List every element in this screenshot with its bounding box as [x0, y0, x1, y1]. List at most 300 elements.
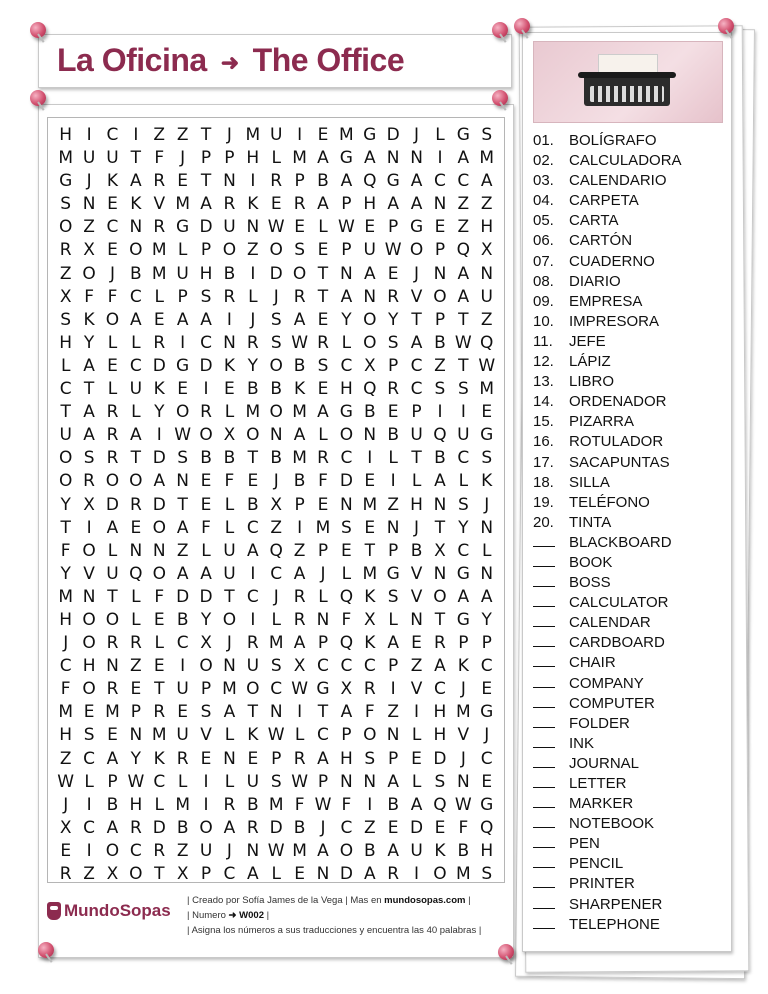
word-search-grid[interactable] [54, 124, 498, 886]
grid-cell[interactable]: O [82, 633, 96, 654]
grid-cell[interactable]: C [59, 379, 72, 400]
grid-cell[interactable]: R [387, 864, 400, 884]
grid-cell[interactable]: E [317, 240, 329, 261]
grid-cell[interactable]: O [363, 725, 377, 746]
grid-cell[interactable]: L [131, 609, 141, 630]
grid-cell[interactable]: T [317, 702, 329, 723]
grid-cell[interactable]: I [156, 425, 162, 446]
grid-cell[interactable]: H [59, 125, 73, 145]
grid-cell[interactable]: S [364, 748, 376, 769]
grid-cell[interactable]: E [177, 171, 189, 192]
grid-cell[interactable]: V [410, 586, 423, 607]
grid-cell[interactable]: V [153, 194, 166, 215]
grid-cell[interactable]: U [223, 217, 236, 238]
grid-cell[interactable]: I [250, 563, 256, 584]
grid-cell[interactable]: E [177, 702, 189, 723]
grid-cell[interactable]: G [176, 217, 190, 238]
grid-cell[interactable]: S [457, 379, 469, 400]
grid-cell[interactable]: X [59, 817, 72, 838]
grid-cell[interactable]: Z [176, 840, 189, 861]
grid-cell[interactable]: P [294, 494, 305, 515]
grid-cell[interactable]: U [176, 679, 189, 700]
grid-cell[interactable]: O [82, 609, 96, 630]
grid-cell[interactable]: H [433, 702, 447, 723]
grid-cell[interactable]: R [293, 286, 306, 307]
grid-cell[interactable]: B [363, 840, 376, 861]
grid-cell[interactable]: O [59, 448, 73, 469]
grid-cell[interactable]: L [224, 725, 235, 746]
grid-cell[interactable]: H [82, 656, 96, 677]
grid-cell[interactable]: T [130, 148, 142, 169]
grid-cell[interactable]: P [481, 633, 492, 654]
grid-cell[interactable]: I [250, 171, 256, 192]
grid-cell[interactable]: O [152, 517, 166, 538]
grid-cell[interactable]: O [292, 263, 307, 284]
grid-cell[interactable]: C [59, 656, 72, 677]
grid-cell[interactable]: P [200, 864, 212, 884]
grid-cell[interactable]: A [387, 194, 399, 215]
answer-blank[interactable] [533, 874, 555, 888]
grid-cell[interactable]: L [60, 355, 71, 376]
grid-cell[interactable]: Q [363, 379, 377, 400]
grid-cell[interactable]: C [410, 379, 423, 400]
grid-cell[interactable]: C [317, 725, 329, 746]
grid-cell[interactable]: Z [176, 540, 189, 561]
grid-cell[interactable]: O [222, 240, 237, 261]
grid-cell[interactable]: X [363, 609, 376, 630]
grid-cell[interactable]: E [364, 217, 376, 238]
grid-cell[interactable]: D [152, 494, 166, 515]
grid-cell[interactable]: N [433, 263, 447, 284]
grid-cell[interactable]: G [386, 171, 400, 192]
grid-cell[interactable]: P [341, 194, 352, 215]
grid-cell[interactable]: C [480, 748, 493, 769]
grid-cell[interactable]: A [340, 702, 353, 723]
grid-cell[interactable]: D [152, 355, 166, 376]
grid-cell[interactable]: A [130, 171, 142, 192]
grid-cell[interactable]: R [223, 286, 236, 307]
grid-cell[interactable]: J [63, 633, 69, 654]
grid-cell[interactable]: I [226, 309, 232, 330]
grid-cell[interactable]: J [460, 748, 466, 769]
grid-cell[interactable]: B [434, 332, 446, 353]
grid-cell[interactable]: V [200, 725, 212, 746]
grid-cell[interactable]: T [200, 171, 212, 192]
grid-cell[interactable]: C [223, 864, 236, 884]
grid-cell[interactable]: D [269, 263, 283, 284]
grid-cell[interactable]: R [293, 194, 306, 215]
grid-cell[interactable]: S [270, 332, 282, 353]
grid-cell[interactable]: T [364, 540, 375, 561]
grid-cell[interactable]: C [340, 448, 353, 469]
grid-cell[interactable]: K [481, 471, 493, 492]
grid-cell[interactable]: Y [247, 355, 259, 376]
grid-cell[interactable]: E [107, 240, 118, 261]
grid-cell[interactable]: A [200, 194, 212, 215]
grid-cell[interactable]: P [458, 633, 469, 654]
grid-cell[interactable]: S [200, 286, 212, 307]
grid-cell[interactable]: F [107, 286, 118, 307]
grid-cell[interactable]: R [129, 494, 142, 515]
grid-cell[interactable]: X [200, 633, 212, 654]
grid-cell[interactable]: Z [270, 517, 283, 538]
answer-blank[interactable] [533, 533, 555, 547]
grid-cell[interactable]: J [320, 563, 326, 584]
grid-cell[interactable]: P [224, 148, 235, 169]
grid-cell[interactable]: U [223, 563, 236, 584]
grid-cell[interactable]: R [106, 448, 119, 469]
grid-cell[interactable]: E [387, 263, 399, 284]
grid-cell[interactable]: M [456, 864, 471, 884]
grid-cell[interactable]: F [294, 794, 305, 815]
grid-cell[interactable]: R [363, 679, 376, 700]
grid-cell[interactable]: E [364, 471, 376, 492]
grid-cell[interactable]: P [411, 402, 422, 423]
grid-cell[interactable]: N [386, 148, 400, 169]
grid-cell[interactable]: J [250, 309, 256, 330]
grid-cell[interactable]: T [60, 517, 71, 538]
grid-cell[interactable]: R [153, 702, 166, 723]
grid-cell[interactable]: M [456, 702, 471, 723]
grid-cell[interactable]: L [248, 286, 258, 307]
grid-cell[interactable]: C [176, 633, 189, 654]
grid-cell[interactable]: T [83, 379, 95, 400]
grid-cell[interactable]: C [153, 771, 166, 792]
grid-cell[interactable]: J [109, 263, 115, 284]
grid-cell[interactable]: F [60, 679, 71, 700]
grid-cell[interactable]: Q [339, 633, 354, 654]
grid-cell[interactable]: A [457, 286, 470, 307]
grid-cell[interactable]: N [316, 864, 330, 884]
grid-cell[interactable]: N [340, 771, 353, 792]
grid-cell[interactable]: S [481, 125, 493, 145]
grid-cell[interactable]: C [106, 125, 119, 145]
grid-cell[interactable]: N [176, 471, 189, 492]
grid-cell[interactable]: V [410, 679, 423, 700]
grid-cell[interactable]: B [223, 448, 236, 469]
grid-cell[interactable]: A [410, 794, 423, 815]
grid-cell[interactable]: Z [387, 494, 399, 515]
grid-cell[interactable]: U [269, 125, 283, 145]
grid-cell[interactable]: Z [59, 748, 72, 769]
grid-cell[interactable]: L [201, 540, 211, 561]
grid-cell[interactable]: L [131, 402, 141, 423]
grid-cell[interactable]: N [340, 494, 353, 515]
grid-cell[interactable]: O [363, 309, 377, 330]
grid-cell[interactable]: B [270, 379, 283, 400]
grid-cell[interactable]: Y [200, 609, 212, 630]
grid-cell[interactable]: L [224, 771, 235, 792]
grid-cell[interactable]: P [434, 240, 446, 261]
grid-cell[interactable]: C [200, 332, 212, 353]
grid-cell[interactable]: E [387, 817, 399, 838]
grid-cell[interactable]: G [456, 563, 470, 584]
grid-cell[interactable]: I [250, 609, 256, 630]
grid-cell[interactable]: C [270, 679, 283, 700]
grid-cell[interactable]: A [480, 171, 493, 192]
grid-cell[interactable]: X [83, 494, 95, 515]
grid-cell[interactable]: M [479, 379, 495, 400]
grid-cell[interactable]: M [362, 494, 378, 515]
grid-cell[interactable]: S [83, 725, 95, 746]
grid-cell[interactable]: B [200, 448, 212, 469]
grid-cell[interactable]: T [154, 679, 165, 700]
grid-cell[interactable]: I [86, 840, 92, 861]
grid-cell[interactable]: A [387, 633, 399, 654]
grid-cell[interactable]: W [454, 332, 472, 353]
grid-cell[interactable]: C [457, 171, 470, 192]
grid-cell[interactable]: X [106, 864, 119, 884]
grid-cell[interactable]: Y [387, 309, 399, 330]
grid-cell[interactable]: W [57, 771, 75, 792]
grid-cell[interactable]: G [339, 148, 353, 169]
grid-cell[interactable]: C [83, 817, 96, 838]
grid-cell[interactable]: I [133, 125, 139, 145]
grid-cell[interactable]: A [410, 332, 423, 353]
grid-cell[interactable]: S [294, 240, 305, 261]
grid-cell[interactable]: Z [457, 194, 470, 215]
grid-cell[interactable]: O [339, 425, 354, 446]
grid-cell[interactable]: I [86, 794, 92, 815]
grid-cell[interactable]: P [317, 633, 329, 654]
grid-cell[interactable]: A [200, 563, 212, 584]
grid-cell[interactable]: R [387, 286, 400, 307]
grid-cell[interactable]: F [60, 540, 71, 561]
grid-cell[interactable]: N [246, 840, 260, 861]
grid-cell[interactable]: A [223, 702, 236, 723]
grid-cell[interactable]: Y [341, 309, 352, 330]
grid-cell[interactable]: O [82, 540, 96, 561]
grid-cell[interactable]: E [153, 609, 165, 630]
grid-cell[interactable]: T [317, 263, 329, 284]
grid-cell[interactable]: K [153, 379, 165, 400]
grid-cell[interactable]: G [363, 125, 377, 145]
answer-blank[interactable] [533, 653, 555, 667]
grid-cell[interactable]: R [293, 586, 306, 607]
grid-cell[interactable]: O [105, 471, 120, 492]
grid-cell[interactable]: R [223, 194, 236, 215]
grid-cell[interactable]: M [245, 125, 261, 145]
grid-cell[interactable]: B [293, 355, 306, 376]
grid-cell[interactable]: D [176, 586, 190, 607]
grid-cell[interactable]: O [199, 425, 213, 446]
grid-cell[interactable]: R [106, 633, 119, 654]
grid-cell[interactable]: A [176, 517, 189, 538]
grid-cell[interactable]: R [293, 748, 306, 769]
grid-cell[interactable]: H [59, 725, 73, 746]
grid-cell[interactable]: F [341, 794, 352, 815]
grid-cell[interactable]: B [246, 379, 259, 400]
grid-cell[interactable]: L [154, 794, 164, 815]
grid-cell[interactable]: L [271, 148, 281, 169]
grid-cell[interactable]: D [199, 355, 213, 376]
grid-cell[interactable]: E [200, 748, 212, 769]
grid-cell[interactable]: L [154, 286, 164, 307]
grid-cell[interactable]: Y [481, 609, 492, 630]
grid-cell[interactable]: B [246, 794, 259, 815]
grid-cell[interactable]: A [106, 817, 119, 838]
grid-cell[interactable]: Z [246, 240, 259, 261]
grid-cell[interactable]: P [434, 309, 446, 330]
grid-cell[interactable]: R [246, 633, 259, 654]
grid-cell[interactable]: C [434, 679, 446, 700]
grid-cell[interactable]: A [293, 425, 306, 446]
grid-cell[interactable]: B [130, 263, 142, 284]
grid-cell[interactable]: U [410, 840, 423, 861]
grid-cell[interactable]: B [176, 817, 189, 838]
grid-cell[interactable]: N [129, 540, 143, 561]
grid-cell[interactable]: N [129, 217, 143, 238]
grid-cell[interactable]: C [270, 563, 283, 584]
grid-cell[interactable]: L [271, 864, 281, 884]
grid-cell[interactable]: R [106, 402, 119, 423]
grid-cell[interactable]: M [292, 148, 307, 169]
grid-cell[interactable]: P [271, 748, 282, 769]
grid-cell[interactable]: E [387, 402, 399, 423]
grid-cell[interactable]: G [456, 125, 470, 145]
grid-cell[interactable]: S [434, 771, 446, 792]
grid-cell[interactable]: W [291, 679, 308, 700]
grid-cell[interactable]: T [60, 402, 71, 423]
grid-cell[interactable]: O [433, 864, 447, 884]
grid-cell[interactable]: D [152, 448, 166, 469]
grid-cell[interactable]: T [458, 309, 469, 330]
grid-cell[interactable]: O [269, 402, 283, 423]
grid-cell[interactable]: O [269, 355, 283, 376]
grid-cell[interactable]: L [341, 332, 352, 353]
grid-cell[interactable]: I [86, 125, 92, 145]
grid-cell[interactable]: G [480, 794, 494, 815]
grid-cell[interactable]: K [130, 194, 142, 215]
grid-cell[interactable]: R [153, 840, 166, 861]
grid-cell[interactable]: A [363, 263, 376, 284]
grid-cell[interactable]: I [367, 794, 373, 815]
grid-cell[interactable]: J [226, 633, 232, 654]
grid-cell[interactable]: D [152, 817, 166, 838]
answer-blank[interactable] [533, 734, 555, 748]
grid-cell[interactable]: E [224, 379, 235, 400]
grid-cell[interactable]: S [481, 448, 493, 469]
grid-cell[interactable]: A [317, 148, 329, 169]
grid-cell[interactable]: U [129, 379, 143, 400]
grid-cell[interactable]: N [480, 517, 494, 538]
grid-cell[interactable]: H [339, 379, 353, 400]
grid-cell[interactable]: E [107, 355, 118, 376]
grid-cell[interactable]: N [246, 217, 260, 238]
grid-cell[interactable]: R [200, 402, 212, 423]
grid-cell[interactable]: H [339, 748, 353, 769]
grid-cell[interactable]: T [434, 517, 446, 538]
grid-cell[interactable]: U [199, 840, 213, 861]
grid-cell[interactable]: M [339, 125, 354, 145]
grid-cell[interactable]: U [363, 240, 376, 261]
grid-cell[interactable]: N [223, 171, 236, 192]
grid-cell[interactable]: U [246, 656, 260, 677]
grid-cell[interactable]: N [316, 609, 330, 630]
grid-cell[interactable]: W [127, 771, 145, 792]
grid-cell[interactable]: K [457, 656, 469, 677]
grid-cell[interactable]: E [434, 217, 446, 238]
grid-cell[interactable]: L [107, 540, 118, 561]
grid-cell[interactable]: C [340, 817, 353, 838]
grid-cell[interactable]: I [297, 517, 303, 538]
grid-cell[interactable]: S [177, 448, 189, 469]
answer-blank[interactable] [533, 854, 555, 868]
answer-blank[interactable] [533, 714, 555, 728]
grid-cell[interactable]: S [270, 771, 282, 792]
grid-cell[interactable]: C [457, 448, 470, 469]
grid-cell[interactable]: C [129, 286, 142, 307]
grid-cell[interactable]: O [409, 240, 424, 261]
answer-blank[interactable] [533, 694, 555, 708]
grid-cell[interactable]: N [82, 586, 96, 607]
grid-cell[interactable]: N [363, 286, 377, 307]
grid-cell[interactable]: O [339, 840, 354, 861]
grid-cell[interactable]: T [177, 494, 188, 515]
grid-cell[interactable]: R [176, 748, 189, 769]
grid-cell[interactable]: L [341, 563, 352, 584]
grid-cell[interactable]: J [484, 725, 490, 746]
grid-cell[interactable]: M [315, 517, 331, 538]
grid-cell[interactable]: R [153, 217, 166, 238]
grid-cell[interactable]: G [386, 563, 400, 584]
grid-cell[interactable]: S [270, 309, 282, 330]
grid-cell[interactable]: A [434, 471, 446, 492]
grid-cell[interactable]: Y [83, 332, 95, 353]
grid-cell[interactable]: E [411, 633, 422, 654]
grid-cell[interactable]: K [364, 586, 376, 607]
grid-cell[interactable]: O [59, 217, 73, 238]
grid-cell[interactable]: A [293, 309, 306, 330]
grid-cell[interactable]: I [437, 148, 443, 169]
grid-cell[interactable]: K [247, 725, 259, 746]
grid-cell[interactable]: P [388, 355, 399, 376]
answer-blank[interactable] [533, 633, 555, 647]
grid-cell[interactable]: R [129, 817, 142, 838]
grid-cell[interactable]: D [410, 817, 424, 838]
grid-cell[interactable]: S [434, 379, 446, 400]
grid-cell[interactable]: O [105, 309, 120, 330]
grid-cell[interactable]: M [105, 702, 120, 723]
grid-cell[interactable]: A [130, 309, 142, 330]
grid-cell[interactable]: J [460, 679, 466, 700]
grid-cell[interactable]: X [434, 540, 446, 561]
grid-cell[interactable]: N [106, 656, 119, 677]
grid-cell[interactable]: P [177, 286, 188, 307]
grid-cell[interactable]: A [317, 402, 329, 423]
grid-cell[interactable]: E [434, 817, 446, 838]
grid-cell[interactable]: Q [339, 586, 354, 607]
grid-cell[interactable]: H [59, 609, 73, 630]
grid-cell[interactable]: G [456, 609, 470, 630]
grid-cell[interactable]: H [433, 725, 447, 746]
grid-cell[interactable]: O [105, 609, 120, 630]
grid-cell[interactable]: R [106, 679, 119, 700]
grid-cell[interactable]: I [250, 263, 256, 284]
grid-cell[interactable]: E [411, 748, 422, 769]
grid-cell[interactable]: M [292, 402, 307, 423]
grid-cell[interactable]: E [481, 402, 493, 423]
grid-cell[interactable]: F [341, 609, 352, 630]
grid-cell[interactable]: T [154, 864, 165, 884]
grid-cell[interactable]: B [293, 817, 306, 838]
grid-cell[interactable]: E [107, 194, 118, 215]
grid-cell[interactable]: Q [269, 540, 283, 561]
grid-cell[interactable]: D [199, 586, 213, 607]
grid-cell[interactable]: Z [59, 263, 72, 284]
grid-cell[interactable]: M [151, 263, 167, 284]
grid-cell[interactable]: S [83, 448, 95, 469]
